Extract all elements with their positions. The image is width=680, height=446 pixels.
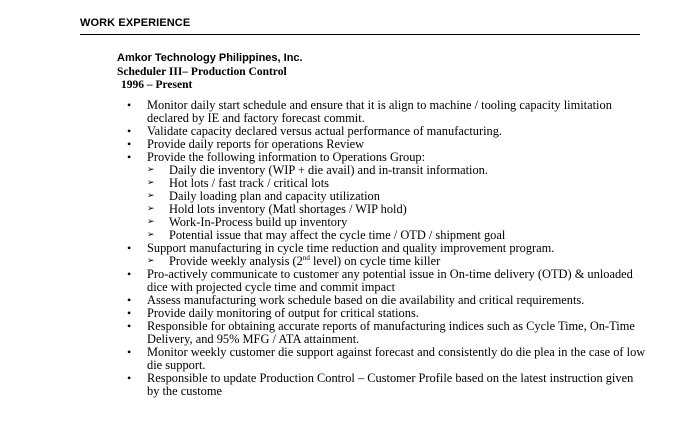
sub-list-item-text: Potential issue that may affect the cycle time / OTD / shipment goal [169,228,506,242]
list-item [127,372,647,398]
list-item-text: Monitor daily start schedule and ensure that it is align to machine / tooling capacity limitation declared by IE and factory forecast commit. [147,98,612,125]
sub-list-item-text: Hot lots / fast track / critical lots [169,176,330,190]
bullet-icon: • [127,124,132,138]
list-item-text: Support manufacturing in cycle time reduction and quality improvement program. [147,241,555,255]
list-item [127,346,647,372]
duties-list [127,99,647,398]
sub-list-item-text: Work-In-Process build up inventory [169,215,348,229]
arrow-bullet-icon: ➢ [147,178,155,188]
bullet-icon: • [127,98,132,112]
bullet-icon: • [127,306,132,320]
list-item-text: Pro-actively communicate to customer any potential issue in On-time delivery (OTD) & unloaded dice with projected cycle time and commit impact [147,267,633,294]
sub-list-item-text: Daily die inventory (WIP + die avail) and in-transit information. [169,163,488,177]
bullet-icon: • [127,345,132,359]
arrow-bullet-icon: ➢ [147,191,155,201]
list-item-text: Validate capacity declared versus actual performance of manufacturing. [147,124,503,138]
sub-list-item-text: Daily loading plan and capacity utilization [169,189,380,203]
list-item-text: Assess manufacturing work schedule based on die availability and critical requirements. [147,293,585,307]
list-item [127,320,647,346]
bullet-icon: • [127,293,132,307]
arrow-bullet-icon: ➢ [147,230,155,240]
arrow-bullet-icon: ➢ [147,217,155,227]
sub-list-item-text: Hold lots inventory (Matl shortages / WIP hold) [169,202,407,216]
list-item-text: Monitor weekly customer die support against forecast and consistently do die plea in the case of low die support. [147,345,646,372]
list-item-text: Provide the following information to Operations Group: [147,150,426,164]
list-item-text: Provide daily monitoring of output for critical stations. [147,306,419,320]
company-name: Amkor Technology Philippines, Inc. [117,52,303,64]
list-item [127,99,647,125]
bullet-icon: • [127,267,132,281]
bullet-icon: • [127,241,132,255]
job-title: Scheduler III– Production Control [117,66,287,78]
bullet-icon: • [127,371,132,385]
bullet-icon: • [127,137,132,151]
list-item-text: Provide daily reports for operations Review [147,137,365,151]
bullet-icon: • [127,319,132,333]
list-item [127,268,647,294]
section-title: WORK EXPERIENCE [80,17,191,29]
section-divider [80,34,640,35]
list-item-text: Responsible to update Production Control – Customer Profile based on the latest instruction given by the custome [147,371,634,398]
job-period: 1996 – Present [121,79,193,91]
arrow-bullet-icon: ➢ [147,256,155,266]
bullet-icon: • [127,150,132,164]
arrow-bullet-icon: ➢ [147,165,155,175]
list-item-text: Responsible for obtaining accurate reports of manufacturing indices such as Cycle Time, On-Time Delivery, and 95% MFG / ATA attainment. [147,319,635,346]
arrow-bullet-icon: ➢ [147,204,155,214]
sub-list-item-text: Provide weekly analysis (2nd level) on cycle time killer [169,253,441,268]
